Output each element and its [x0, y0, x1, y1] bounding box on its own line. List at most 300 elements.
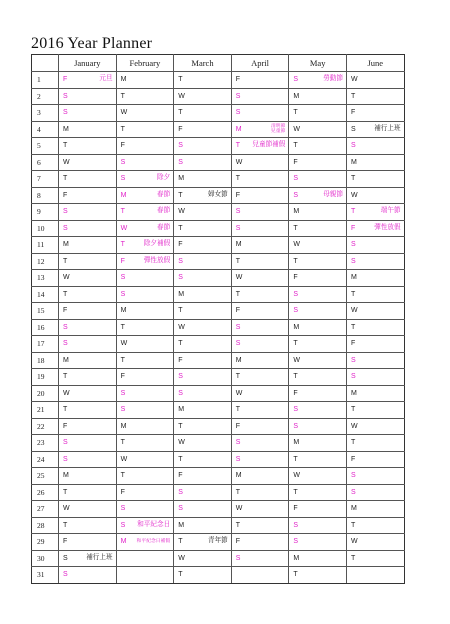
day-cell [59, 171, 117, 188]
weekday-letter: S [293, 175, 299, 183]
day-cell [231, 303, 289, 320]
weekday-letter: S [293, 406, 299, 414]
day-number: 30 [32, 550, 59, 567]
holiday-label: 清明節 兒童節 [270, 124, 286, 135]
weekday-letter: M [350, 158, 357, 166]
day-cell [174, 418, 232, 435]
day-cell [346, 270, 404, 287]
weekday-letter: M [293, 208, 300, 216]
day-cell [231, 501, 289, 518]
day-cell [174, 286, 232, 303]
weekday-letter: T [293, 109, 298, 117]
weekday-letter: T [350, 175, 356, 183]
day-cell [289, 517, 347, 534]
day-row [32, 451, 405, 468]
weekday-letter: W [293, 472, 300, 480]
weekday-letter: S [63, 224, 68, 232]
day-cell [116, 352, 174, 369]
weekday-letter: T [293, 224, 298, 232]
day-cell [174, 435, 232, 452]
weekday-letter: T [63, 373, 68, 381]
day-row [32, 253, 405, 270]
weekday-letter: W [178, 92, 185, 100]
weekday-letter: S [178, 373, 183, 381]
day-cell [174, 88, 232, 105]
day-cell [231, 121, 289, 138]
day-cell [59, 319, 117, 336]
day-cell [116, 270, 174, 287]
weekday-letter: M [63, 472, 69, 480]
day-cell [289, 369, 347, 386]
weekday-letter: T [178, 224, 183, 232]
day-cell [289, 451, 347, 468]
weekday-letter: S [350, 488, 356, 496]
day-row [32, 121, 405, 138]
weekday-letter: T [293, 373, 298, 381]
weekday-letter: T [293, 455, 298, 463]
weekday-letter: F [235, 76, 241, 84]
weekday-letter: M [293, 554, 300, 562]
weekday-letter: T [178, 455, 183, 463]
weekday-letter: S [178, 158, 183, 166]
day-cell [231, 88, 289, 105]
day-cell [174, 567, 232, 584]
day-cell [174, 237, 232, 254]
weekday-letter: F [178, 125, 183, 133]
weekday-letter: T [178, 571, 183, 579]
day-row [32, 385, 405, 402]
day-number: 27 [32, 501, 59, 518]
day-cell [59, 270, 117, 287]
weekday-letter: W [235, 505, 243, 513]
day-cell [59, 336, 117, 353]
day-number: 23 [32, 435, 59, 452]
day-cell [174, 220, 232, 237]
day-row [32, 352, 405, 369]
weekday-letter: M [293, 439, 300, 447]
day-number: 25 [32, 468, 59, 485]
day-cell [59, 402, 117, 419]
weekday-letter: W [120, 455, 128, 463]
holiday-label: 兒童節補假 [252, 141, 286, 149]
weekday-letter: M [350, 389, 357, 397]
day-cell [59, 138, 117, 155]
day-cell [346, 336, 404, 353]
holiday-label: 春節 [157, 190, 171, 198]
day-cell [231, 270, 289, 287]
weekday-letter: S [350, 257, 356, 265]
weekday-letter: S [120, 274, 126, 282]
day-number: 4 [32, 121, 59, 138]
day-cell [289, 567, 347, 584]
weekday-letter: F [120, 257, 125, 265]
day-cell [289, 204, 347, 221]
weekday-letter: F [63, 191, 68, 199]
weekday-letter: W [350, 76, 358, 84]
weekday-letter: T [350, 439, 356, 447]
weekday-letter: S [350, 125, 356, 133]
weekday-letter: F [293, 505, 298, 513]
day-cell [174, 270, 232, 287]
day-cell [289, 418, 347, 435]
day-cell [346, 72, 404, 89]
day-number: 20 [32, 385, 59, 402]
day-cell [231, 138, 289, 155]
weekday-letter: M [350, 274, 357, 282]
weekday-letter: S [178, 505, 183, 513]
weekday-letter: S [63, 323, 68, 331]
day-cell [346, 121, 404, 138]
weekday-letter: M [235, 472, 242, 480]
weekday-letter: F [235, 422, 241, 430]
day-cell [289, 171, 347, 188]
weekday-letter: M [178, 175, 185, 183]
weekday-letter: F [350, 455, 356, 463]
weekday-letter: F [120, 373, 125, 381]
weekday-letter: T [235, 175, 241, 183]
day-cell [231, 352, 289, 369]
day-row [32, 270, 405, 287]
day-cell [346, 402, 404, 419]
day-cell [116, 72, 174, 89]
day-number: 22 [32, 418, 59, 435]
weekday-letter: S [63, 109, 68, 117]
weekday-letter: M [293, 323, 300, 331]
day-number: 7 [32, 171, 59, 188]
weekday-letter: S [235, 439, 241, 447]
day-cell [174, 501, 232, 518]
day-number: 26 [32, 484, 59, 501]
weekday-letter: T [63, 142, 68, 150]
day-cell [174, 550, 232, 567]
day-cell [116, 369, 174, 386]
day-cell [59, 303, 117, 320]
day-cell [116, 385, 174, 402]
month-header-row [32, 55, 405, 72]
day-number: 2 [32, 88, 59, 105]
day-cell [116, 237, 174, 254]
weekday-letter: M [63, 241, 69, 249]
weekday-letter: W [350, 422, 358, 430]
weekday-letter: T [63, 290, 68, 298]
day-cell [116, 303, 174, 320]
day-cell [174, 484, 232, 501]
weekday-letter: S [350, 373, 356, 381]
day-row [32, 517, 405, 534]
weekday-letter: S [63, 208, 68, 216]
weekday-letter: F [235, 191, 241, 199]
weekday-letter: F [178, 472, 183, 480]
weekday-letter: M [178, 406, 185, 414]
day-cell [116, 517, 174, 534]
day-cell [346, 550, 404, 567]
weekday-letter: T [350, 323, 356, 331]
weekday-letter: T [178, 76, 183, 84]
day-cell [174, 534, 232, 551]
day-row [32, 187, 405, 204]
day-row [32, 336, 405, 353]
day-cell [116, 105, 174, 122]
day-cell [59, 286, 117, 303]
day-cell [174, 369, 232, 386]
weekday-letter: S [63, 92, 68, 100]
weekday-letter: M [63, 125, 69, 133]
weekday-letter: F [63, 422, 68, 430]
weekday-letter: W [235, 274, 243, 282]
month-header: April [231, 55, 289, 72]
day-cell [59, 418, 117, 435]
day-cell [59, 204, 117, 221]
day-cell [116, 88, 174, 105]
weekday-letter: T [178, 307, 183, 315]
weekday-letter: S [178, 142, 183, 150]
weekday-letter: W [350, 191, 358, 199]
weekday-letter: T [293, 142, 298, 150]
day-row [32, 286, 405, 303]
day-cell [289, 501, 347, 518]
day-cell [231, 385, 289, 402]
day-cell [231, 253, 289, 270]
holiday-label: 彈性放假 [143, 256, 171, 264]
day-cell [289, 484, 347, 501]
day-cell [289, 88, 347, 105]
day-cell [116, 286, 174, 303]
day-cell [346, 352, 404, 369]
day-cell [231, 369, 289, 386]
day-cell [116, 138, 174, 155]
day-cell [346, 451, 404, 468]
day-cell [174, 171, 232, 188]
weekday-letter: S [120, 158, 126, 166]
weekday-letter: S [235, 92, 241, 100]
weekday-letter: S [178, 257, 183, 265]
weekday-letter: T [120, 439, 125, 447]
day-cell [346, 303, 404, 320]
weekday-letter: W [350, 307, 358, 315]
day-cell [346, 171, 404, 188]
month-header: March [174, 55, 232, 72]
weekday-letter: S [293, 307, 299, 315]
day-number: 15 [32, 303, 59, 320]
weekday-letter: T [235, 257, 241, 265]
weekday-letter: S [178, 274, 183, 282]
day-cell [231, 336, 289, 353]
day-cell [346, 154, 404, 171]
day-number: 6 [32, 154, 59, 171]
weekday-letter: W [120, 109, 128, 117]
weekday-letter: M [120, 422, 127, 430]
day-cell [346, 204, 404, 221]
day-cell [174, 336, 232, 353]
weekday-letter: S [293, 191, 299, 199]
weekday-letter: S [63, 439, 68, 447]
day-number: 28 [32, 517, 59, 534]
day-cell [346, 187, 404, 204]
day-cell [346, 567, 404, 584]
weekday-letter: T [350, 406, 356, 414]
weekday-letter: T [350, 208, 356, 216]
day-cell [289, 435, 347, 452]
day-number: 17 [32, 336, 59, 353]
day-cell [59, 88, 117, 105]
day-cell [59, 105, 117, 122]
day-cell [231, 220, 289, 237]
day-cell [174, 385, 232, 402]
weekday-letter: S [120, 505, 126, 513]
weekday-letter: T [235, 142, 241, 150]
weekday-letter: T [120, 125, 125, 133]
weekday-letter: S [235, 224, 241, 232]
weekday-letter: S [235, 208, 241, 216]
day-cell [174, 303, 232, 320]
day-cell [116, 121, 174, 138]
day-cell [289, 336, 347, 353]
weekday-letter: T [293, 257, 298, 265]
day-cell [231, 286, 289, 303]
day-cell [346, 418, 404, 435]
day-cell [59, 501, 117, 518]
day-row [32, 72, 405, 89]
day-cell [231, 534, 289, 551]
weekday-letter: T [120, 472, 125, 480]
day-number: 19 [32, 369, 59, 386]
day-cell [174, 187, 232, 204]
weekday-letter: S [120, 389, 126, 397]
weekday-letter: M [350, 505, 357, 513]
planner-body [32, 72, 405, 584]
day-cell [231, 451, 289, 468]
weekday-letter: S [63, 571, 68, 579]
weekday-letter: T [235, 373, 241, 381]
day-cell [346, 468, 404, 485]
weekday-letter: S [235, 323, 241, 331]
weekday-letter: F [178, 356, 183, 364]
day-cell [231, 72, 289, 89]
weekday-letter: S [235, 554, 241, 562]
weekday-letter: S [350, 472, 356, 480]
holiday-label: 青年節 [208, 537, 228, 545]
weekday-letter: F [178, 241, 183, 249]
day-cell [346, 319, 404, 336]
day-cell [116, 187, 174, 204]
day-cell [289, 550, 347, 567]
day-cell [59, 220, 117, 237]
day-cell [231, 105, 289, 122]
day-row [32, 468, 405, 485]
day-cell [59, 550, 117, 567]
weekday-letter: W [63, 505, 70, 513]
day-number: 10 [32, 220, 59, 237]
day-cell [346, 286, 404, 303]
day-cell [59, 352, 117, 369]
weekday-letter: M [120, 76, 127, 84]
weekday-letter: T [350, 521, 356, 529]
day-cell [174, 154, 232, 171]
weekday-letter: W [63, 274, 70, 282]
day-cell [59, 253, 117, 270]
weekday-letter: T [293, 488, 298, 496]
year-planner-table [31, 54, 405, 584]
weekday-letter: T [120, 356, 125, 364]
day-cell [59, 385, 117, 402]
day-number: 14 [32, 286, 59, 303]
day-row [32, 171, 405, 188]
day-cell [231, 402, 289, 419]
day-cell [174, 468, 232, 485]
weekday-letter: T [120, 323, 125, 331]
weekday-letter: T [63, 257, 68, 265]
weekday-letter: W [120, 224, 128, 232]
day-cell [231, 154, 289, 171]
day-cell [231, 550, 289, 567]
weekday-letter: M [293, 92, 300, 100]
day-cell [289, 319, 347, 336]
day-cell [116, 336, 174, 353]
day-cell [289, 187, 347, 204]
day-cell [231, 237, 289, 254]
day-cell [231, 204, 289, 221]
weekday-letter: T [63, 488, 68, 496]
weekday-letter: S [63, 340, 68, 348]
weekday-letter: F [293, 389, 298, 397]
day-cell [174, 517, 232, 534]
day-cell [346, 105, 404, 122]
day-cell [346, 435, 404, 452]
day-cell [59, 187, 117, 204]
day-cell [59, 484, 117, 501]
day-cell [116, 319, 174, 336]
day-number: 5 [32, 138, 59, 155]
weekday-letter: W [178, 323, 185, 331]
day-cell [174, 121, 232, 138]
holiday-label: 彈性放假 [374, 223, 401, 231]
day-cell [289, 402, 347, 419]
day-number: 13 [32, 270, 59, 287]
weekday-letter: S [350, 241, 356, 249]
day-cell [346, 253, 404, 270]
weekday-letter: T [178, 191, 183, 199]
day-cell [174, 72, 232, 89]
day-cell [289, 105, 347, 122]
day-cell [116, 435, 174, 452]
day-cell [174, 138, 232, 155]
day-cell [116, 418, 174, 435]
weekday-letter: S [63, 554, 68, 562]
day-number: 1 [32, 72, 59, 89]
day-cell [116, 253, 174, 270]
day-number: 29 [32, 534, 59, 551]
day-cell [346, 237, 404, 254]
day-cell [231, 418, 289, 435]
day-cell [231, 517, 289, 534]
holiday-label: 補行上班 [86, 553, 113, 561]
day-cell [289, 286, 347, 303]
weekday-letter: M [235, 356, 242, 364]
weekday-letter: F [120, 488, 125, 496]
weekday-letter: T [178, 538, 183, 546]
month-header: June [346, 55, 404, 72]
weekday-letter: F [350, 340, 356, 348]
weekday-letter: F [235, 538, 241, 546]
weekday-letter: M [63, 356, 69, 364]
weekday-letter: T [235, 290, 241, 298]
day-cell [174, 352, 232, 369]
day-cell [289, 468, 347, 485]
weekday-letter: M [235, 241, 242, 249]
day-row [32, 237, 405, 254]
day-cell [346, 88, 404, 105]
weekday-letter: M [178, 521, 185, 529]
